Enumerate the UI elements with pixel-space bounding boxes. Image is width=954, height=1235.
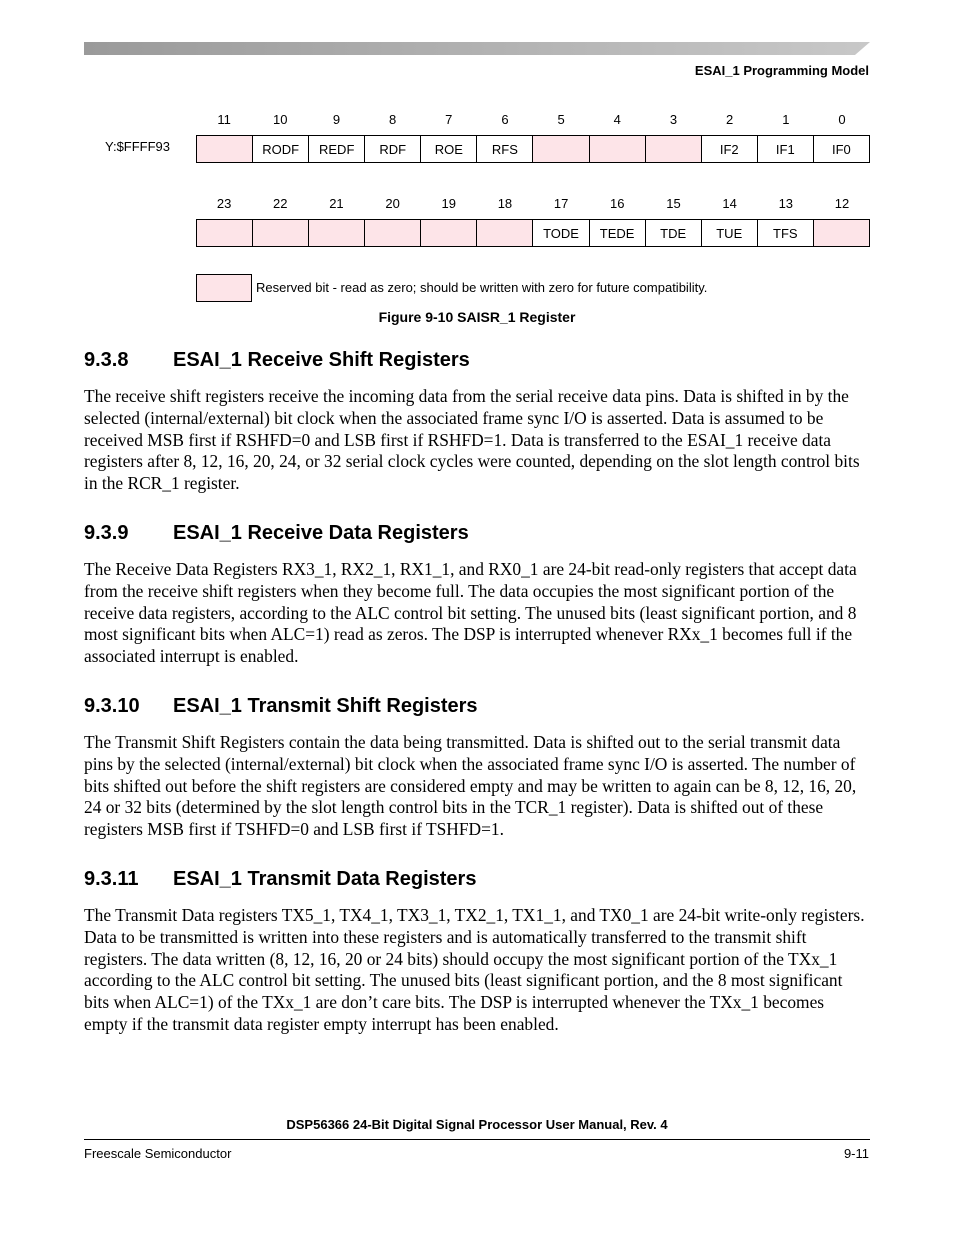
register-row-1 bbox=[196, 135, 870, 163]
footer-document-title: DSP56366 24-Bit Digital Signal Processor User Manual, Rev. 4 bbox=[286, 1117, 668, 1132]
bit-number: 14 bbox=[722, 196, 737, 211]
bit-number: 17 bbox=[553, 196, 569, 211]
reserved-bit-cell bbox=[476, 220, 532, 246]
bit-number: 10 bbox=[273, 112, 288, 127]
reserved-bit-cell bbox=[420, 220, 476, 246]
reserved-bit-cell bbox=[532, 136, 588, 162]
footer-divider bbox=[84, 1139, 870, 1140]
bit-number: 18 bbox=[497, 196, 513, 211]
section-body: The receive shift registers receive the incoming data from the serial receive data pins. Data is shifted in by the selected (internal/external) bit clock when the associated frame sync I/O is asserted. Data is assumed to be received MSB first if RSHFD=0 and LSB first if RSHFD=1. Data is transferred to the ESAI_1 receive data registers after 8, 12, 16, 20, 24, or 32 serial clock cycles were counted, depending on the slot length control bits in the RCR_1 register. bbox=[84, 386, 860, 494]
bit-number: 21 bbox=[329, 196, 344, 211]
section-heading bbox=[84, 695, 478, 718]
bit-number: 12 bbox=[834, 196, 850, 211]
section-number: 9.3.8 bbox=[84, 349, 129, 371]
section-number: 9.3.9 bbox=[84, 522, 129, 544]
bit-numbers-row-1 bbox=[196, 112, 870, 128]
bit-field-cell: REDF bbox=[308, 136, 364, 162]
reserved-bit-cell bbox=[197, 220, 252, 246]
bit-number: 0 bbox=[838, 112, 846, 127]
section-title: ESAI_1 Receive Data Registers bbox=[173, 522, 469, 544]
bit-number: 4 bbox=[613, 112, 621, 127]
section-number: 9.3.11 bbox=[84, 868, 139, 890]
header-bar bbox=[0, 0, 954, 60]
section-title: ESAI_1 Receive Shift Registers bbox=[173, 349, 470, 371]
bit-numbers-row-2 bbox=[196, 196, 870, 212]
reserved-bit-cell bbox=[813, 220, 869, 246]
bit-field-cell: RODF bbox=[252, 136, 308, 162]
reserved-bit-cell bbox=[645, 136, 701, 162]
running-header: ESAI_1 Programming Model bbox=[694, 63, 869, 78]
reserved-legend-text: Reserved bit - read as zero; should be written with zero for future compatibility. bbox=[256, 280, 708, 295]
reserved-bit-cell bbox=[589, 136, 645, 162]
footer-company: Freescale Semiconductor bbox=[84, 1146, 232, 1161]
bit-number: 22 bbox=[273, 196, 288, 211]
bit-number: 15 bbox=[666, 196, 681, 211]
section-title: ESAI_1 Transmit Shift Registers bbox=[173, 695, 478, 717]
bit-number: 20 bbox=[385, 196, 400, 211]
section-body: The Receive Data Registers RX3_1, RX2_1, RX1_1, and RX0_1 are 24-bit read-only registers that accept data from the receive shift registers when they become full. The data occupies the most significant portion of the receive data registers, according to the ALC control bit setting. The unused bits (least significant portion, and 8 most significant bits when ALC=1) read as zeros. The DSP is interrupted whenever RXx_1 becomes full if the associated interrupt is enabled. bbox=[84, 559, 857, 667]
section-body: The Transmit Shift Registers contain the data being transmitted. Data is shifted out to the serial transmit data pins by the selected (internal/external) bit clock when the associated frame sync I/O is asserted. The number of bits shifted out before the shift registers are considered empty and may be written to again can be 8, 12, 16, 20, 24 or 32 bits (determined by the slot length control bits in the TCR_1 register). Data is shifted out of these registers MSB first if TSHFD=0 and LSB first if TSHFD=1. bbox=[84, 732, 857, 840]
bit-field-cell: TDE bbox=[645, 220, 701, 246]
reserved-bit-cell bbox=[252, 220, 308, 246]
reserved-bit-cell bbox=[364, 220, 420, 246]
bit-field-cell: RFS bbox=[476, 136, 532, 162]
page-number: 9-11 bbox=[843, 1146, 869, 1161]
bit-number: 5 bbox=[557, 112, 565, 127]
bit-field-cell: RDF bbox=[364, 136, 420, 162]
register-row-2 bbox=[196, 219, 870, 247]
bit-field-cell: IF2 bbox=[701, 136, 757, 162]
bit-field-cell: IF0 bbox=[813, 136, 869, 162]
bit-field-cell: TFS bbox=[757, 220, 813, 246]
bit-number: 23 bbox=[216, 196, 232, 211]
bit-field-cell: TODE bbox=[532, 220, 588, 246]
section-title: ESAI_1 Transmit Data Registers bbox=[173, 868, 477, 890]
bit-field-cell: IF1 bbox=[757, 136, 813, 162]
bit-number: 16 bbox=[610, 196, 625, 211]
bit-number: 2 bbox=[726, 112, 734, 127]
bit-number: 11 bbox=[217, 112, 231, 127]
reserved-bit-cell bbox=[197, 136, 252, 162]
section-heading bbox=[84, 522, 469, 545]
register-address: Y:$FFFF93 bbox=[105, 139, 171, 154]
bit-field-cell: TEDE bbox=[589, 220, 645, 246]
bit-number: 3 bbox=[669, 112, 678, 127]
bit-number: 6 bbox=[501, 112, 509, 127]
bit-number: 8 bbox=[388, 112, 397, 127]
section-number: 9.3.10 bbox=[84, 695, 140, 717]
bit-field-cell: TUE bbox=[701, 220, 757, 246]
bit-number: 19 bbox=[441, 196, 456, 211]
bit-number: 9 bbox=[332, 112, 341, 127]
bit-number: 1 bbox=[782, 112, 790, 127]
reserved-legend-swatch bbox=[196, 274, 252, 302]
bit-number: 13 bbox=[778, 196, 794, 211]
figure-caption: Figure 9-10 SAISR_1 Register bbox=[378, 309, 576, 325]
bit-field-cell: ROE bbox=[420, 136, 476, 162]
section-body: The Transmit Data registers TX5_1, TX4_1, TX3_1, TX2_1, TX1_1, and TX0_1 are 24-bit write-only registers. Data to be transmitted is written into these registers and is automatically transferred to the transmit shift registers. The data written (8, 12, 16, 20 or 24 bits) should occupy the most significant portion of the TXx_1 according to the ALC control bit setting. The unused bits (least significant portion, and the 8 most significant bits when ALC=1) of the TXx_1 are don’t care bits. The DSP is interrupted whenever the TXx_1 becomes empty if the transmit data register empty interrupt has been enabled. bbox=[84, 905, 865, 1034]
reserved-bit-cell bbox=[308, 220, 364, 246]
bit-number: 7 bbox=[445, 112, 453, 127]
section-heading bbox=[84, 349, 470, 372]
section-heading bbox=[84, 868, 476, 891]
